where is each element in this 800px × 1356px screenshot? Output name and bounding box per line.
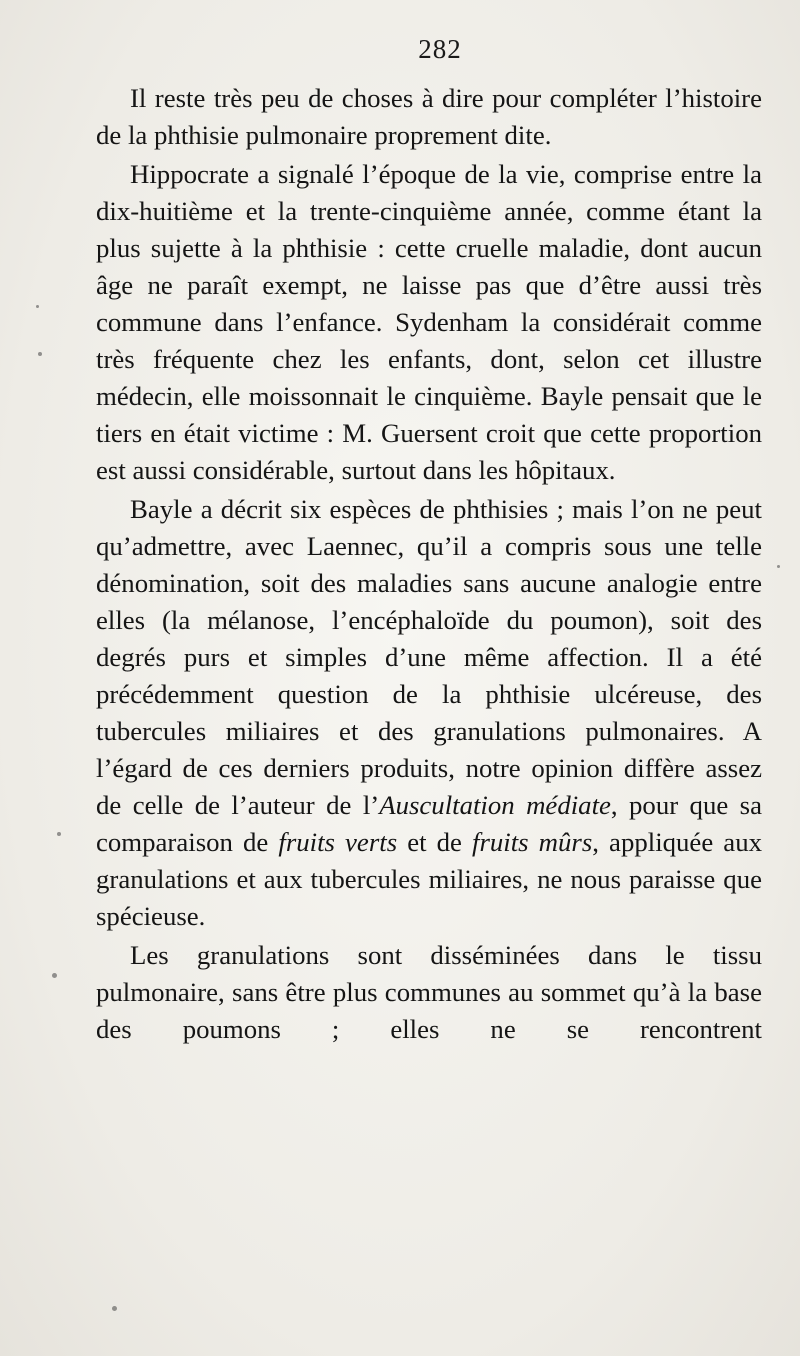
ink-speck [52,973,57,978]
ink-speck [777,565,780,568]
paragraph-1: Il reste très peu de choses à dire pour compléter l’histoire de la phthisie pulmonaire proprement dite. [96,83,762,150]
paragraph-3-italic-fruits-verts: fruits verts [278,827,398,857]
paragraph-2: Hippocrate a signalé l’époque de la vie, comprise entre la dix-huitième et la trente-cinquième année, comme étant la plus sujette à la phthisie : cette cruelle maladie, dont aucun âge ne paraît exempt, ne laisse pas que d’être aussi très commune dans l’enfance. Sydenham la considérait comme très fréquente chez les enfants, dont, selon cet illustre médecin, elle moissonnait le cinquième. Bayle pensait que le tiers en était victime : M. Guersent croit que cette proportion est aussi considérable, surtout dans les hôpitaux. [96,159,762,485]
paragraph-3-text-before-italic: Bayle a décrit six espèces de phthisies ; mais l’on ne peut qu’admettre, avec Laennec, qu’il a compris sous une telle dénomination, soit des maladies sans aucune analogie entre elles (la mélanose, l’encéphaloïde du poumon), soit des degrés purs et simples d’une même affection. Il a été précédemment question de la phthisie ulcéreuse, des tubercules miliaires et des granulations pulmonaires. A l’égard de ces derniers produits, notre opinion diffère assez de celle de l’auteur de l’ [96,494,762,820]
paragraph-4: Les granulations sont disséminées dans le tissu pulmonaire, sans être plus communes au sommet qu’à la base des poumons ; elles ne se rencontrent [96,940,762,1044]
ink-speck [36,305,39,308]
ink-speck [112,1306,117,1311]
paragraph-3-italic-fruits-murs: fruits mûrs [472,827,593,857]
page-number: 282 [418,34,462,64]
paragraph-3-text-after: , appliquée aux granulations et aux tubercules miliaires, ne nous paraisse que spécieuse. [96,827,762,931]
ink-speck [57,832,61,836]
paragraph-3-text-between-1: , pour que sa comparaison de [96,790,762,857]
paragraph-3-text-between-2: et de [397,827,472,857]
page-body-text [96,80,762,1048]
paragraph-3 [96,491,762,935]
paragraph-3-italic-title: Auscultation médiate [379,790,611,820]
ink-speck [38,352,42,356]
